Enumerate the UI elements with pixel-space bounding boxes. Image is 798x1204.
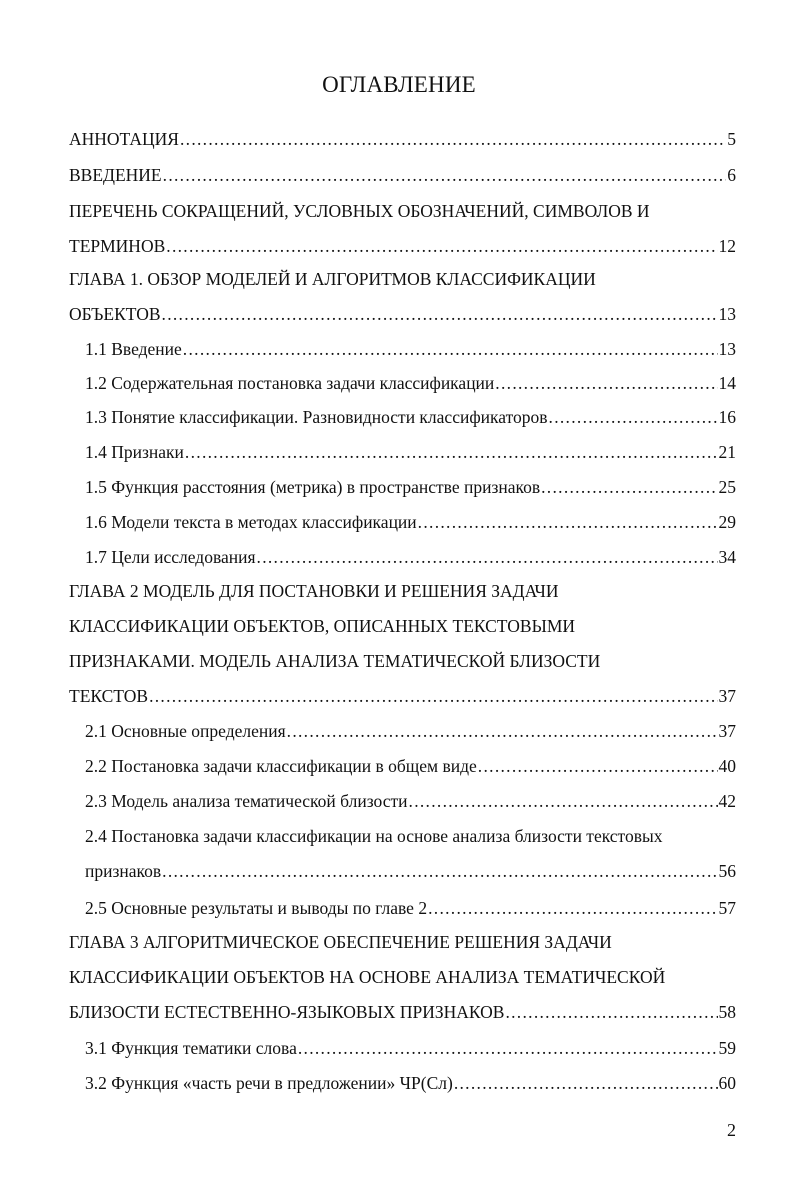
toc-line (69, 164, 736, 186)
toc-line (85, 338, 736, 360)
toc-line (69, 580, 736, 602)
toc-line (69, 128, 736, 150)
toc-entry-label: 1.6 Модели текста в методах классификации (85, 512, 417, 532)
toc-entry-label: 1.4 Признаки (85, 442, 184, 462)
toc-line (69, 1001, 736, 1023)
dot-leader (166, 235, 717, 257)
toc-entry-label: 1.1 Введение (85, 339, 182, 359)
dot-leader (180, 128, 726, 150)
toc-page-number: 21 (718, 442, 736, 462)
toc-entry-1-7[interactable] (85, 546, 736, 568)
toc-line (85, 825, 736, 847)
toc-entry-label: ТЕКСТОВ (69, 686, 149, 706)
toc-page-number: 37 (718, 721, 736, 741)
toc-page-number: 13 (718, 339, 736, 359)
toc-entry-2-2[interactable] (85, 755, 736, 777)
toc-entry-label: АННОТАЦИЯ (69, 129, 179, 149)
toc-entry-label: признаков (85, 861, 162, 881)
toc-entry-label: 2.4 Постановка задачи классификации на основе анализа близости текстовых (85, 826, 663, 846)
toc-entry-3-1[interactable] (85, 1037, 736, 1059)
toc-line (85, 860, 736, 882)
toc-entry-label: 3.1 Функция тематики слова (85, 1038, 297, 1058)
toc-entry-label: ГЛАВА 3 АЛГОРИТМИЧЕСКОЕ ОБЕСПЕЧЕНИЕ РЕШЕНИЯ ЗАДАЧИ (69, 932, 612, 952)
page-title: ОГЛАВЛЕНИЕ (322, 72, 476, 97)
dot-leader (541, 476, 717, 498)
toc-entry-label: ПРИЗНАКАМИ. МОДЕЛЬ АНАЛИЗА ТЕМАТИЧЕСКОЙ БЛИЗОСТИ (69, 651, 601, 671)
toc-entry-label: 3.2 Функция «часть речи в предложении» ЧР(Сл) (85, 1073, 453, 1093)
toc-line (85, 897, 736, 919)
toc-page-number: 40 (718, 756, 736, 776)
toc-entry-label: ТЕРМИНОВ (69, 236, 166, 256)
toc-page-number: 12 (718, 236, 736, 256)
dot-leader (505, 1001, 717, 1023)
toc-entry-abbreviations[interactable] (69, 200, 736, 257)
toc-line (69, 931, 736, 953)
toc-entry-label: 2.3 Модель анализа тематической близости (85, 791, 408, 811)
toc-line (69, 235, 736, 257)
toc-page-number: 58 (718, 1002, 736, 1022)
toc-entry-annotation[interactable] (69, 128, 736, 150)
toc-entry-label: 1.5 Функция расстояния (метрика) в пространстве признаков (85, 477, 541, 497)
dot-leader (163, 164, 727, 186)
toc-line (85, 406, 736, 428)
toc-entry-label: БЛИЗОСТИ ЕСТЕСТВЕННО-ЯЗЫКОВЫХ ПРИЗНАКОВ (69, 1002, 505, 1022)
toc-line (85, 441, 736, 463)
toc-entry-3-2[interactable] (85, 1072, 736, 1094)
toc-line (85, 511, 736, 533)
toc-page-number: 13 (718, 304, 736, 324)
toc-entry-1-3[interactable] (85, 406, 736, 428)
toc-entry-label: 2.1 Основные определения (85, 721, 286, 741)
dot-leader (409, 790, 718, 812)
toc-line (69, 685, 736, 707)
toc-line (85, 546, 736, 568)
toc-entry-1-2[interactable] (85, 372, 736, 394)
toc-line (85, 720, 736, 742)
toc-line (85, 1037, 736, 1059)
toc-entry-chapter-1[interactable] (69, 268, 736, 325)
toc-page-number: 25 (718, 477, 736, 497)
toc-line (85, 476, 736, 498)
toc-entry-label: ОБЪЕКТОВ (69, 304, 161, 324)
dot-leader (257, 546, 718, 568)
dot-leader (495, 372, 717, 394)
toc-entry-1-1[interactable] (85, 338, 736, 360)
toc-page-number: 16 (718, 407, 736, 427)
toc-line (85, 790, 736, 812)
toc-page-number: 60 (718, 1073, 736, 1093)
toc-line (69, 303, 736, 325)
toc-page-number: 29 (718, 512, 736, 532)
toc-entry-label: 2.5 Основные результаты и выводы по главе 2 (85, 898, 428, 918)
toc-entry-label: ГЛАВА 1. ОБЗОР МОДЕЛЕЙ И АЛГОРИТМОВ КЛАССИФИКАЦИИ (69, 269, 596, 289)
toc-page-number: 56 (718, 861, 736, 881)
dot-leader (149, 685, 717, 707)
toc-entry-chapter-2[interactable] (69, 580, 736, 707)
dot-leader (298, 1037, 718, 1059)
toc-entry-chapter-3[interactable] (69, 931, 736, 1023)
toc-line (69, 966, 736, 988)
toc-entry-1-4[interactable] (85, 441, 736, 463)
toc-entry-label: 1.3 Понятие классификации. Разновидности классификаторов (85, 407, 548, 427)
toc-line (85, 755, 736, 777)
dot-leader (454, 1072, 718, 1094)
toc-entry-introduction[interactable] (69, 164, 736, 186)
toc-line (69, 615, 736, 637)
dot-leader (549, 406, 718, 428)
toc-entry-label: ВВЕДЕНИЕ (69, 165, 162, 185)
dot-leader (162, 860, 717, 882)
dot-leader (183, 338, 718, 360)
toc-page-number: 59 (718, 1038, 736, 1058)
toc-entry-label: ГЛАВА 2 МОДЕЛЬ ДЛЯ ПОСТАНОВКИ И РЕШЕНИЯ ЗАДАЧИ (69, 581, 559, 601)
toc-page-number: 37 (718, 686, 736, 706)
toc-line (85, 1072, 736, 1094)
dot-leader (287, 720, 718, 742)
toc-line (69, 268, 736, 290)
toc-line (69, 200, 736, 222)
toc-entry-1-5[interactable] (85, 476, 736, 498)
toc-page-number: 6 (727, 165, 736, 185)
toc-entry-label: ПЕРЕЧЕНЬ СОКРАЩЕНИЙ, УСЛОВНЫХ ОБОЗНАЧЕНИЙ, СИМВОЛОВ И (69, 201, 650, 221)
toc-page-number: 57 (718, 898, 736, 918)
dot-leader (185, 441, 718, 463)
toc-page-number: 42 (718, 791, 736, 811)
toc-page-number: 5 (727, 129, 736, 149)
toc-entry-label: 1.7 Цели исследования (85, 547, 256, 567)
dot-leader (478, 755, 718, 777)
toc-entry-label: 2.2 Постановка задачи классификации в общем виде (85, 756, 477, 776)
toc-entry-1-6[interactable] (85, 511, 736, 533)
page-number: 2 (727, 1120, 736, 1140)
toc-line (69, 650, 736, 672)
toc-entry-2-3[interactable] (85, 790, 736, 812)
toc-entry-2-1[interactable] (85, 720, 736, 742)
dot-leader (418, 511, 718, 533)
toc-entry-label: КЛАССИФИКАЦИИ ОБЪЕКТОВ НА ОСНОВЕ АНАЛИЗА ТЕМАТИЧЕСКОЙ (69, 967, 666, 987)
toc-entry-label: КЛАССИФИКАЦИИ ОБЪЕКТОВ, ОПИСАННЫХ ТЕКСТОВЫМИ (69, 616, 576, 636)
dot-leader (162, 303, 718, 325)
toc-entry-label: 1.2 Содержательная постановка задачи классификации (85, 373, 495, 393)
toc-line (85, 372, 736, 394)
dot-leader (428, 897, 717, 919)
toc-page-number: 34 (718, 547, 736, 567)
toc-page-number: 14 (718, 373, 736, 393)
toc-entry-2-4[interactable] (85, 825, 736, 882)
toc-entry-2-5[interactable] (85, 897, 736, 919)
